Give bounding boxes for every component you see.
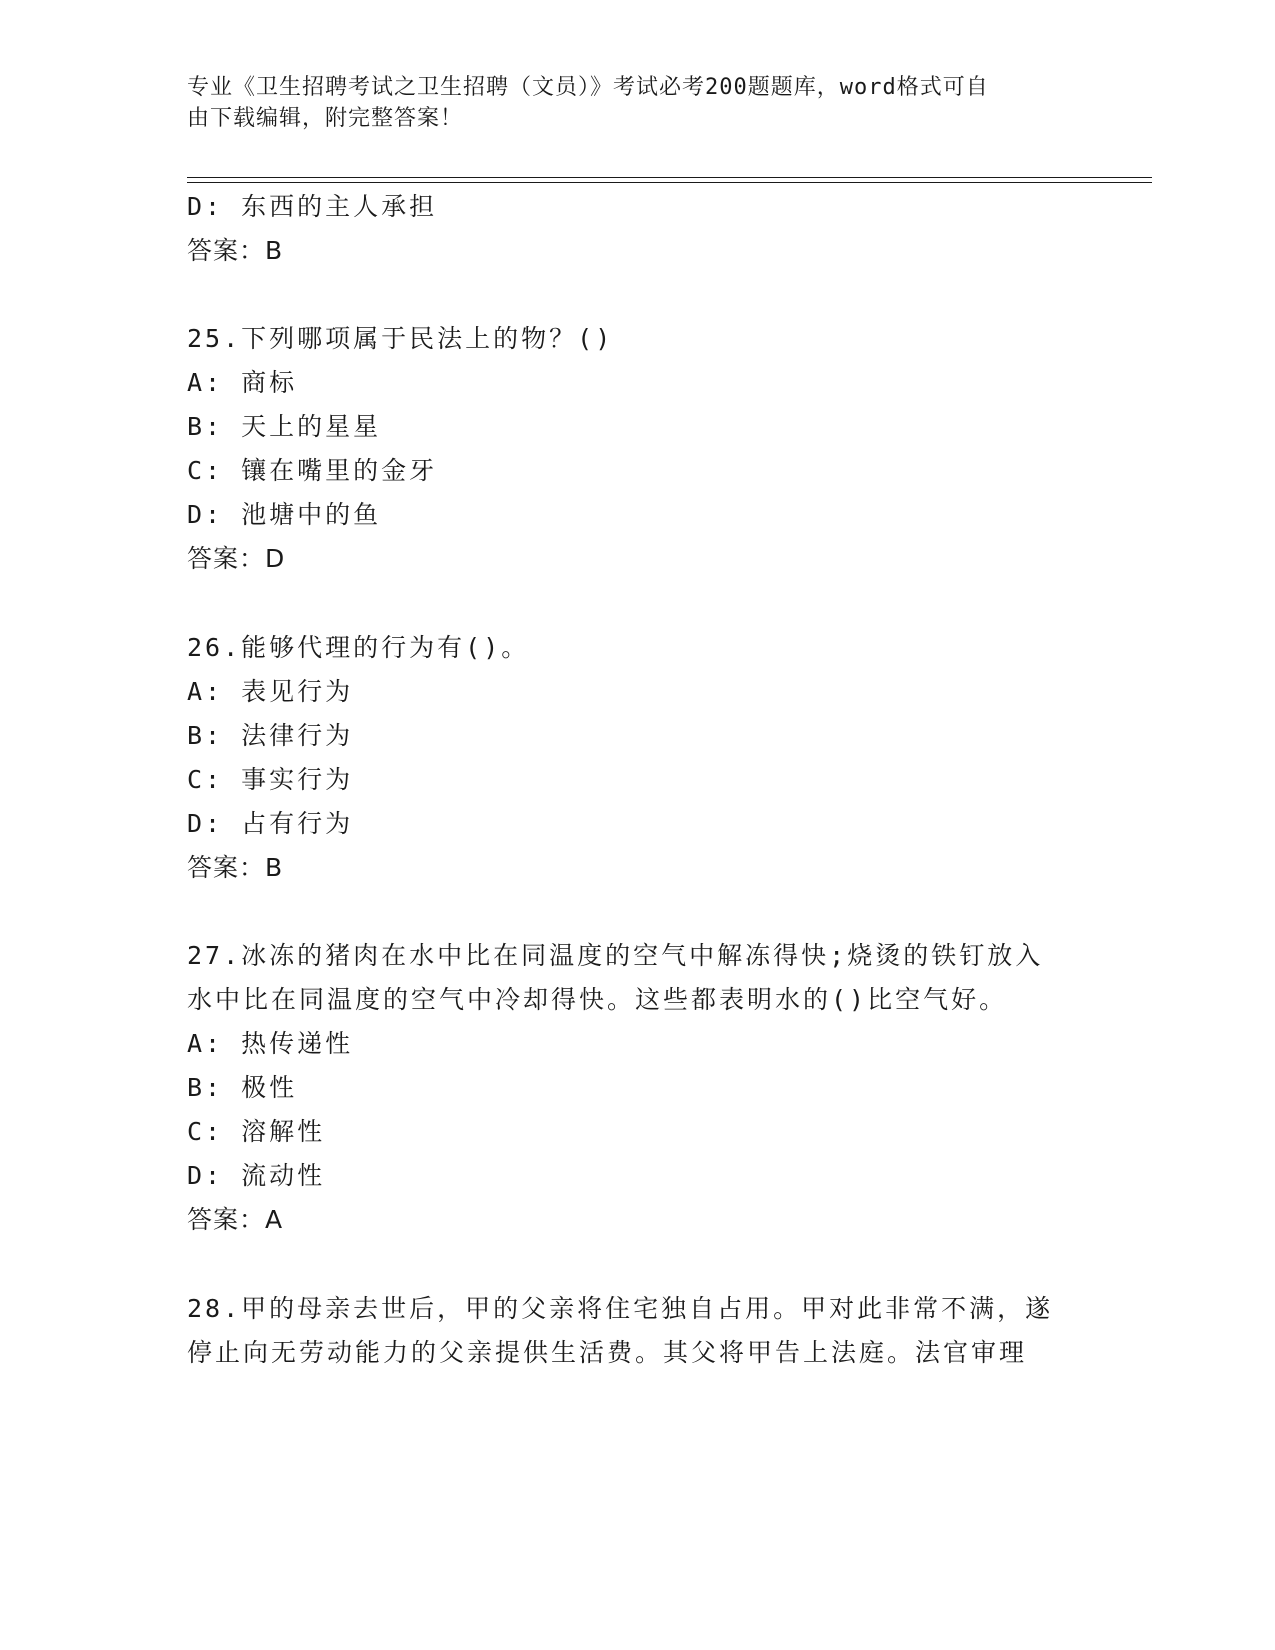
document-header xyxy=(187,72,1067,134)
q25-stem: 25.下列哪项属于民法上的物？() xyxy=(187,324,614,353)
header-divider-bottom xyxy=(187,182,1152,183)
q25-answer: 答案：D xyxy=(187,544,286,573)
q27-stem-line-2: 水中比在同温度的空气中冷却得快。这些都表明水的()比空气好。 xyxy=(187,985,1008,1014)
q27-option-a: A: 热传递性 xyxy=(187,1029,354,1058)
header-title-line-1: 专业《卫生招聘考试之卫生招聘（文员）》考试必考200题题库，word格式可自 xyxy=(187,75,989,100)
q25-option-d: D: 池塘中的鱼 xyxy=(187,500,382,529)
q27-answer: 答案：A xyxy=(187,1205,284,1234)
q25-option-b: B: 天上的星星 xyxy=(187,412,382,441)
q26-option-b: B: 法律行为 xyxy=(187,721,354,750)
q26-stem: 26.能够代理的行为有()。 xyxy=(187,633,530,662)
header-title-line-2: 由下载编辑，附完整答案！ xyxy=(187,106,464,131)
prev-option-d: D: 东西的主人承担 xyxy=(187,192,438,221)
q25-option-a: A: 商标 xyxy=(187,368,298,397)
q27-stem-line-1: 27.冰冻的猪肉在水中比在同温度的空气中解冻得快;烧烫的铁钉放入 xyxy=(187,941,1044,970)
q26-answer: 答案：B xyxy=(187,853,284,882)
header-divider-top xyxy=(187,177,1152,178)
q28-stem-line-2: 停止向无劳动能力的父亲提供生活费。其父将甲告上法庭。法官审理 xyxy=(187,1338,1028,1367)
q26-option-c: C: 事实行为 xyxy=(187,765,354,794)
q25-option-c: C: 镶在嘴里的金牙 xyxy=(187,456,438,485)
q27-option-c: C: 溶解性 xyxy=(187,1117,326,1146)
q26-option-a: A: 表见行为 xyxy=(187,677,354,706)
q28-stem-line-1: 28.甲的母亲去世后，甲的父亲将住宅独自占用。甲对此非常不满，遂 xyxy=(187,1294,1054,1323)
q26-option-d: D: 占有行为 xyxy=(187,809,354,838)
prev-answer: 答案：B xyxy=(187,236,284,265)
q27-option-d: D: 流动性 xyxy=(187,1161,326,1190)
q27-option-b: B: 极性 xyxy=(187,1073,298,1102)
